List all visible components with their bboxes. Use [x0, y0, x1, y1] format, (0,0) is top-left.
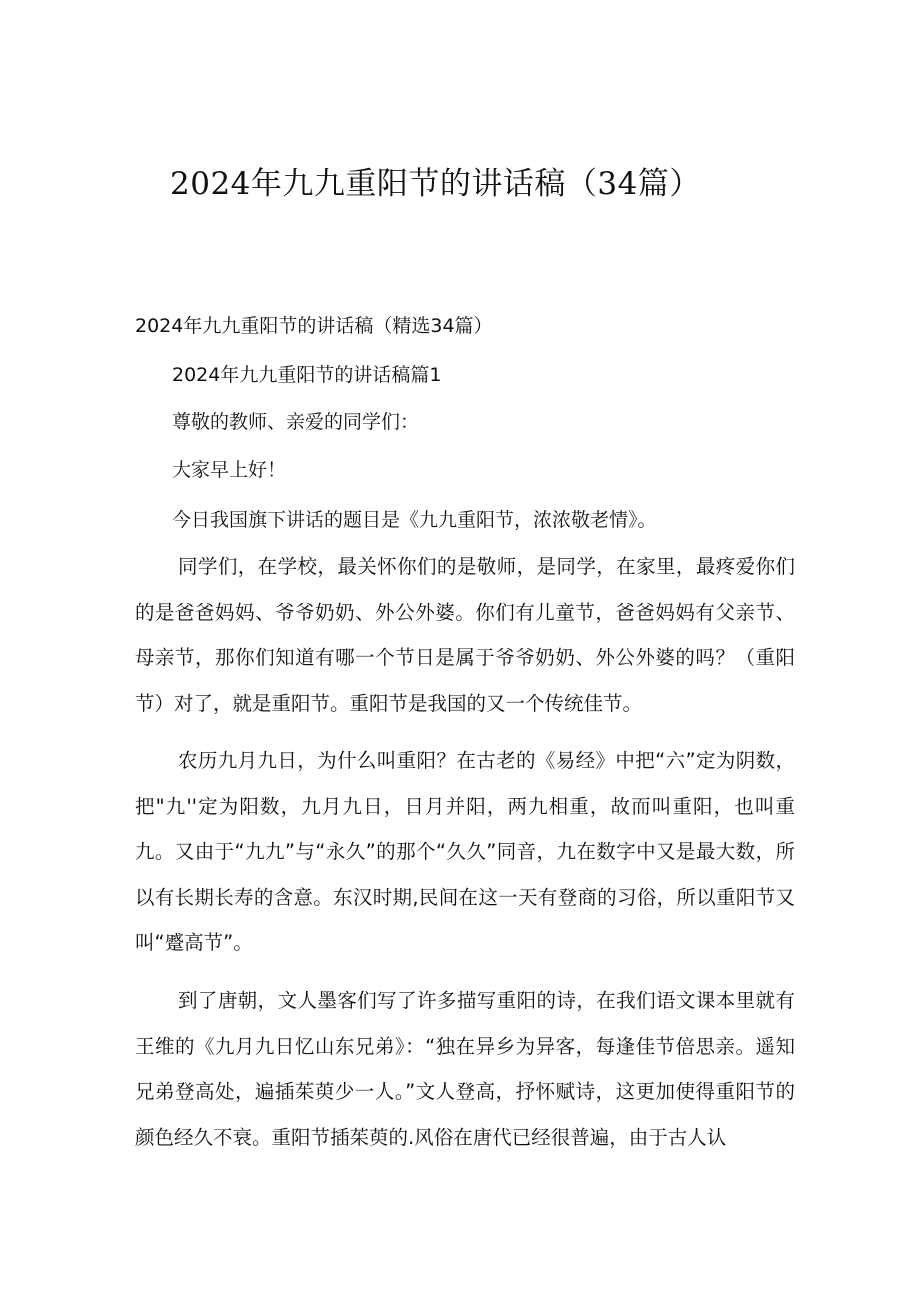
page-title: 2024年九九重阳节的讲话稿（34篇） [170, 166, 701, 202]
intro-line: 今日我国旗下讲话的题目是《九九重阳节，浓浓敬老情》。 [172, 509, 657, 531]
body-paragraph-3: 到了唐朝，文人墨客们写了许多描写重阳的诗，在我们语文课本里就有王维的《九月九日忆山东兄弟》：“独在异乡为异客，每逢佳节倍思亲。遥知兄弟登高处，遍插茱萸少一人。”文人登高，抒怀赋诗，这更加使得重阳节的颜色经久不衰。重阳节插茱萸的.风俗在唐代已经很普遍，由于古人认 [135, 989, 795, 1149]
section-heading: 2024年九九重阳节的讲话稿篇1 [172, 364, 442, 386]
document-subtitle: 2024年九九重阳节的讲话稿（精选34篇） [135, 315, 493, 337]
greeting: 大家早上好！ [172, 459, 287, 481]
body-paragraph-1: 同学们，在学校，最关怀你们的是敬师，是同学，在家里，最疼爱你们的是爸爸妈妈、爷爷奶奶、外公外婆。你们有儿童节，爸爸妈妈有父亲节、母亲节，那你们知道有哪一个节日是属于爷爷奶奶、外公外婆的吗？（重阳节）对了，就是重阳节。重阳节是我国的又一个传统佳节。 [135, 555, 795, 715]
salutation: 尊敬的教师、亲爱的同学们： [172, 411, 420, 433]
body-paragraph-2: 农历九月九日，为什么叫重阳？在古老的《易经》中把“六”定为阴数，把"九''定为阳数，九月九日，日月并阳，两九相重，故而叫重阳，也叫重九。又由于“九九”与“永久”的那个“久久”同音，九在数字中又是最大数，所以有长期长寿的含意。东汉时期,民间在这一天有登商的习俗，所以重阳节又叫“蹙高节”。 [135, 749, 795, 955]
